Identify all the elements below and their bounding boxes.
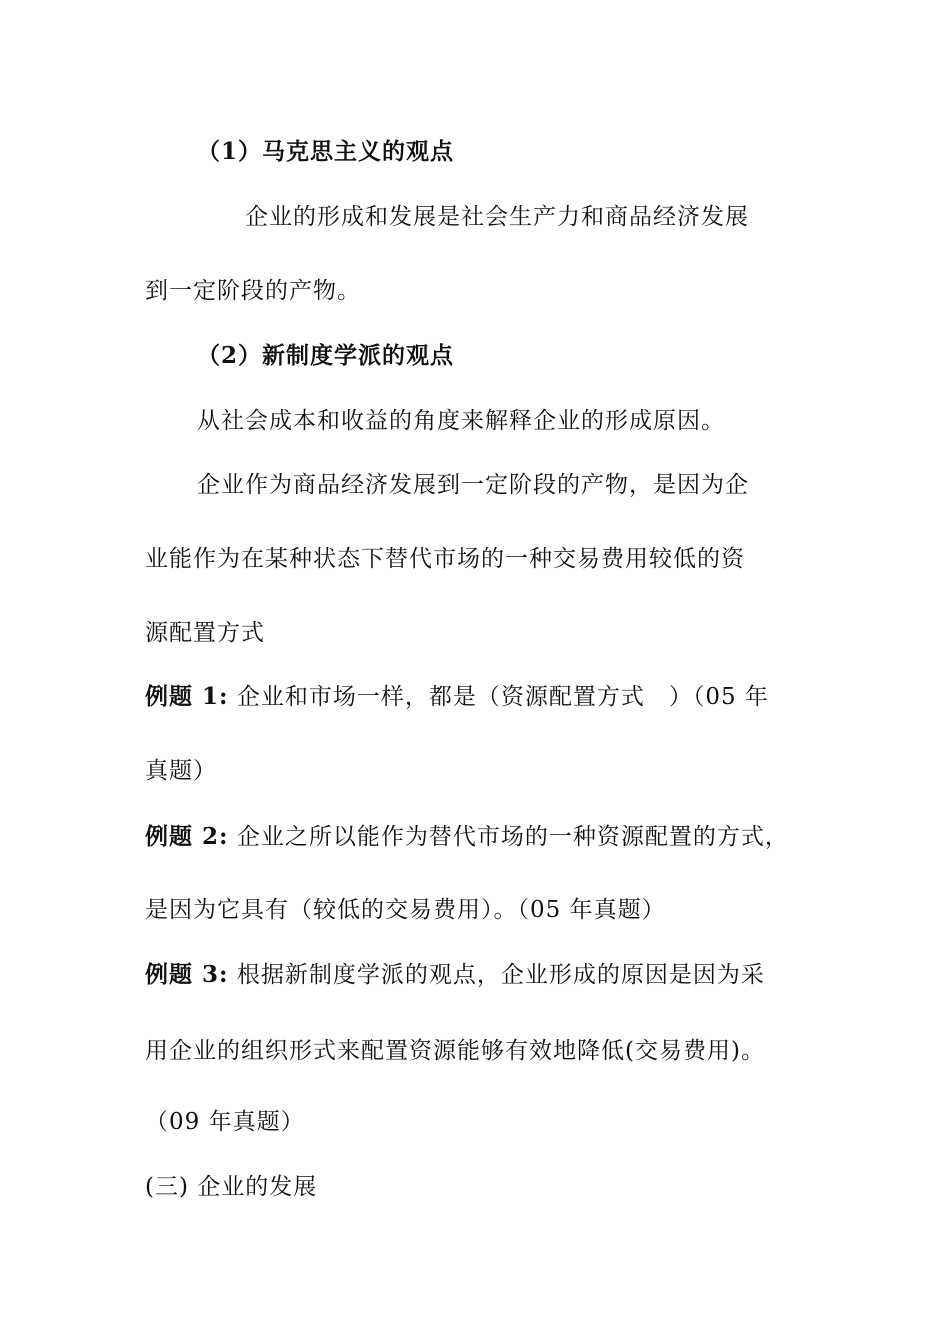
paragraph-2: 从社会成本和收益的角度来解释企业的形成原因。 <box>197 408 725 434</box>
example-3-label: 例题 3: <box>145 961 229 988</box>
example-2-text: 企业之所以能作为替代市场的一种资源配置的方式， <box>236 824 789 850</box>
example-2-line-1 <box>145 822 789 852</box>
section-3-heading: (三) 企业的发展 <box>145 1174 318 1200</box>
paragraph-1-line-1: 企业的形成和发展是社会生产力和商品经济发展 <box>245 204 749 230</box>
example-3-text: 根据新制度学派的观点，企业形成的原因是因为采 <box>236 962 765 988</box>
example-1-text: 企业和市场一样，都是（资源配置方式 ）（05 年 <box>236 684 769 710</box>
example-3-line-3: （09 年真题） <box>145 1109 305 1135</box>
example-3-line-2: 用企业的组织形式来配置资源能够有效地降低(交易费用)。 <box>145 1038 765 1064</box>
example-1-label: 例题 1: <box>145 683 229 710</box>
example-1-line-2: 真题） <box>145 758 217 784</box>
example-2-line-2: 是因为它具有（较低的交易费用）。（05 年真题） <box>145 897 666 923</box>
paragraph-3-line-3: 源配置方式 <box>145 620 265 646</box>
heading-marxist-view: （1）马克思主义的观点 <box>197 138 455 165</box>
paragraph-3-line-2: 业能作为在某种状态下替代市场的一种交易费用较低的资 <box>145 546 745 572</box>
paragraph-3-line-1: 企业作为商品经济发展到一定阶段的产物，是因为企 <box>197 472 749 498</box>
example-3-line-1 <box>145 960 765 990</box>
paragraph-1-line-2: 到一定阶段的产物。 <box>145 278 361 304</box>
example-1-line-1 <box>145 682 769 712</box>
heading-new-institutional-view: （2）新制度学派的观点 <box>197 342 455 369</box>
example-2-label: 例题 2: <box>145 823 229 850</box>
